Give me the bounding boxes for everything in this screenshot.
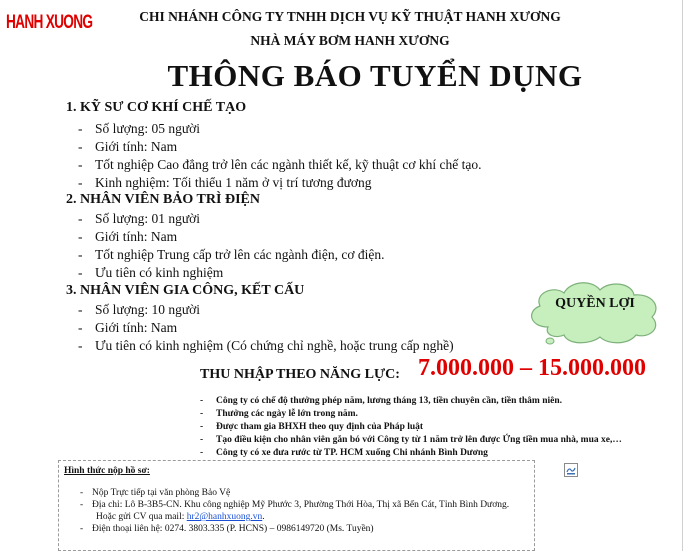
application-item: - Địa chỉ: Lô B-3B5-CN. Khu công nghiệp Mỹ Phước 3, Phường Thới Hòa, Thị xã Bến Cát, Tỉnh Bình Dương. — [80, 500, 510, 510]
job-1-item: - Kinh nghiệm: Tối thiểu 1 năm ở vị trí tương đương — [78, 175, 372, 190]
job-2-item: - Giới tính: Nam — [78, 229, 178, 244]
cloud-outline — [532, 283, 656, 343]
page-title: THÔNG BÁO TUYỂN DỤNG — [167, 58, 583, 93]
application-item: - Nộp Trực tiếp tại văn phòng Bảo Vệ — [80, 488, 231, 498]
benefits-badge-label: QUYỀN LỢI — [555, 296, 635, 311]
job-2-item: - Tốt nghiệp Trung cấp trở lên các ngành điện, cơ điện. — [78, 247, 385, 262]
job-1-item: - Giới tính: Nam — [78, 139, 178, 154]
page-edge — [682, 0, 683, 551]
income-label: THU NHẬP THEO NĂNG LỰC: — [200, 367, 400, 382]
job-heading-3: 3. NHÂN VIÊN GIA CÔNG, KẾT CẤU — [66, 283, 305, 298]
application-email-line: Hoặc gửi CV qua mail: hr2@hanhxuong.vn. — [96, 512, 265, 522]
job-heading-1: 1. KỸ SƯ CƠ KHÍ CHẾ TẠO — [66, 100, 247, 115]
company-name: CHI NHÁNH CÔNG TY TNHH DỊCH VỤ KỸ THUẬT HANH XƯƠNG — [139, 9, 561, 24]
benefit-item: - Được tham gia BHXH theo quy định của Pháp luật — [200, 422, 424, 432]
email-link[interactable]: hr2@hanhxuong.vn — [186, 512, 263, 522]
application-item: - Điện thoại liên hệ: 0274. 3803.335 (P. HCNS) – 0986149720 (Ms. Tuyền) — [80, 524, 374, 534]
job-3-item: - Giới tính: Nam — [78, 320, 178, 335]
job-2-item: - Ưu tiên có kinh nghiệm — [78, 265, 224, 280]
benefit-item: - Công ty có chế độ thưởng phép năm, lương tháng 13, tiền chuyên cần, tiền thâm niên. — [200, 396, 563, 406]
job-2-item: - Số lượng: 01 người — [78, 211, 201, 226]
income-value: 7.000.000 – 15.000.000 — [418, 355, 646, 381]
job-3-item: - Ưu tiên có kinh nghiệm (Có chứng chỉ nghề, hoặc trung cấp nghề) — [78, 338, 454, 353]
job-3-item: - Số lượng: 10 người — [78, 302, 201, 317]
benefit-item: - Thưởng các ngày lễ lớn trong năm. — [200, 409, 358, 419]
job-1-item: - Số lượng: 05 người — [78, 121, 201, 136]
benefit-item: - Tạo điều kiện cho nhân viên gắn bó với Công ty từ 1 năm trở lên được Ứng tiền mua nhà, mua xe,… — [200, 435, 622, 445]
job-1-item: - Tốt nghiệp Cao đẳng trở lên các ngành thiết kế, kỹ thuật cơ khí chế tạo. — [78, 157, 482, 172]
application-title: Hình thức nộp hồ sơ: — [64, 466, 150, 476]
job-heading-2: 2. NHÂN VIÊN BẢO TRÌ ĐIỆN — [66, 192, 260, 207]
company-logo: HANH XUONG — [6, 12, 93, 33]
layout-options-icon[interactable] — [564, 463, 578, 477]
cloud-bubble — [546, 338, 554, 344]
plant-name: NHÀ MÁY BƠM HANH XƯƠNG — [250, 33, 450, 48]
benefit-item: - Công ty có xe đưa rước từ TP. HCM xuống Chi nhánh Bình Dương — [200, 448, 488, 458]
